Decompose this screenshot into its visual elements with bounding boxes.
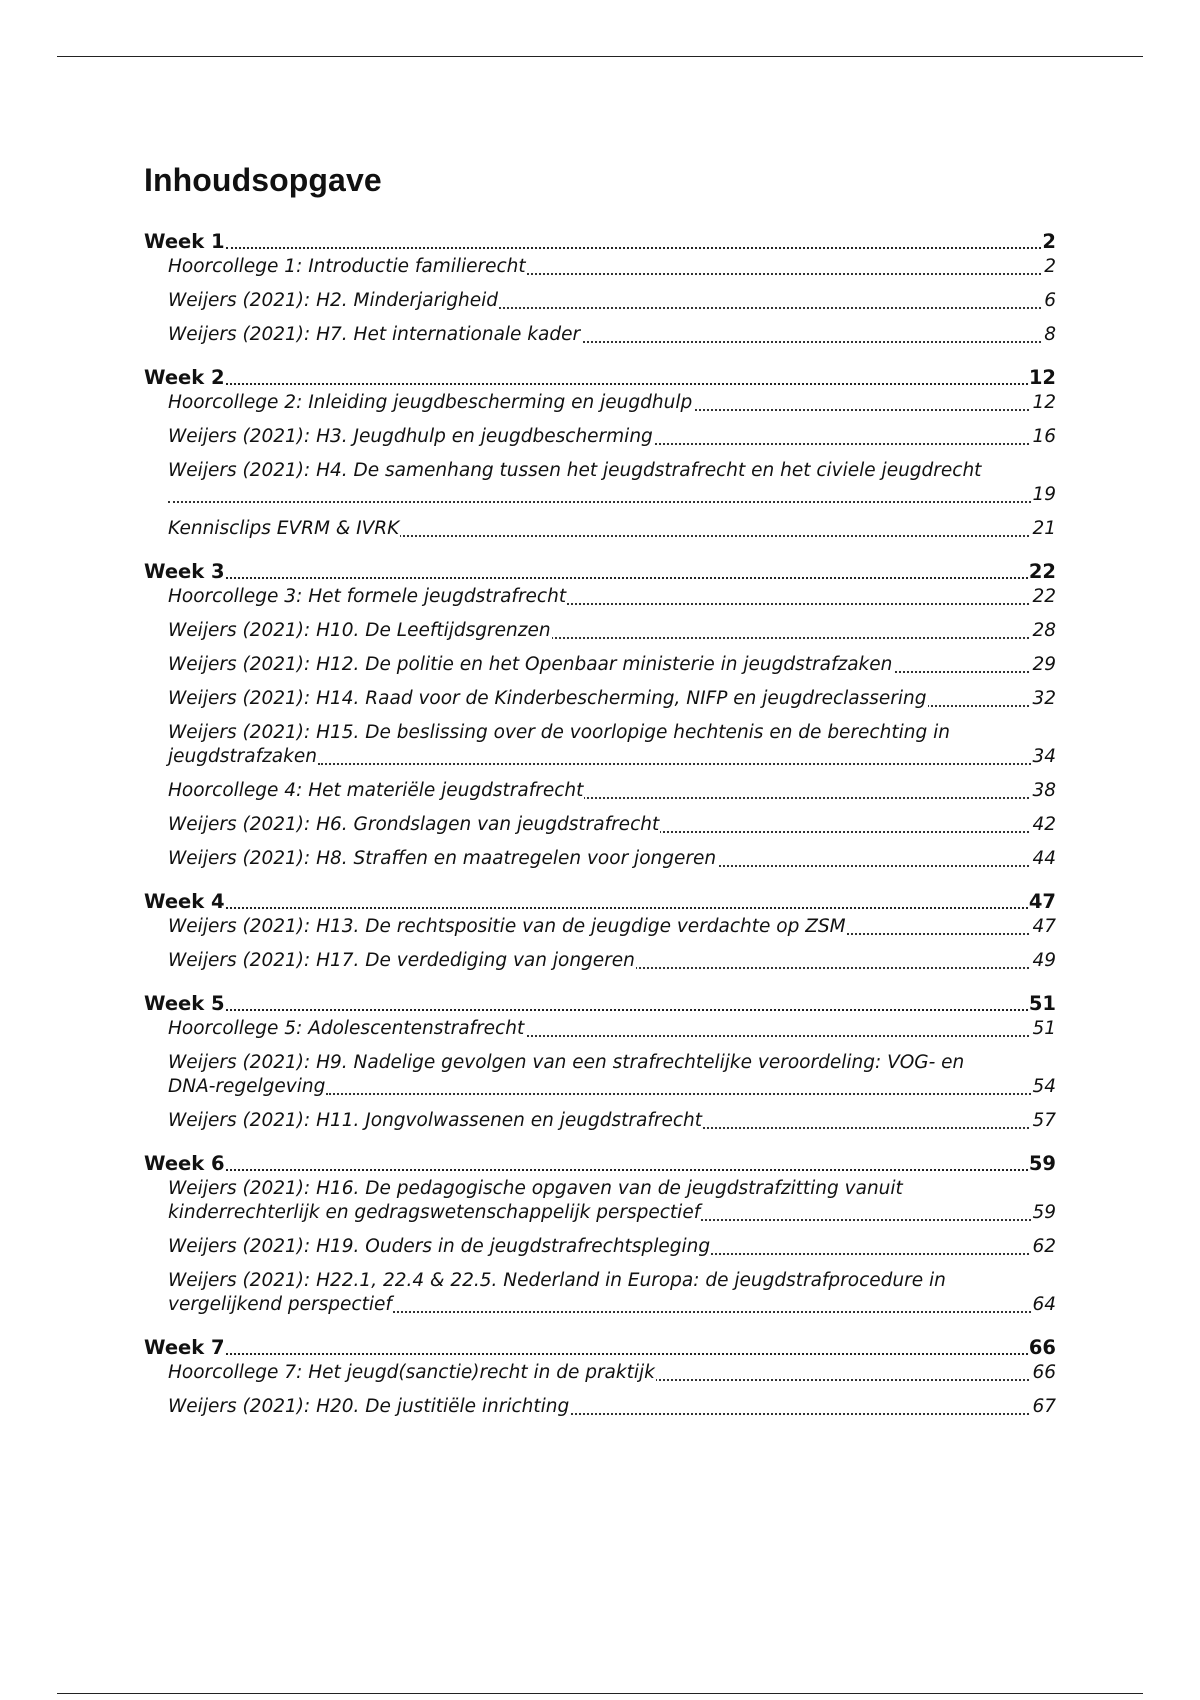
toc-entry-title: Weijers (2021): H16. De pedagogische opgaven van de jeugdstrafzitting vanuit [168,1178,903,1199]
toc-page-number: 32 [1032,688,1056,709]
toc-page-number: 28 [1032,620,1056,641]
toc-week-section [144,1143,1056,1317]
toc-entry-title: Weijers (2021): H4. De samenhang tussen het jeugdstrafrecht en het civiele jeugdrecht [168,460,982,481]
dot-leader [318,763,1032,765]
toc-entry-title: Kennisclips EVRM & IVRK [168,518,400,539]
dot-leader [226,1009,1028,1011]
toc-week-section [144,881,1056,973]
dot-leader [226,1169,1028,1171]
toc-page-number: 42 [1032,814,1056,835]
dot-leader [226,907,1028,909]
toc-entry[interactable] [168,517,1056,541]
toc-page-number: 21 [1032,518,1056,539]
toc-page-number: 16 [1032,426,1056,447]
toc-entry-title: Weijers (2021): H17. De verdediging van jongeren [168,950,635,971]
toc-week-label: Week 5 [144,992,225,1015]
toc-page-number: 12 [1032,392,1056,413]
toc-entry[interactable] [168,1177,1056,1225]
toc-week-label: Week 2 [144,366,225,389]
toc-entry[interactable] [168,1395,1056,1419]
toc-entry[interactable] [168,847,1056,871]
toc-entry[interactable] [168,653,1056,677]
toc-entry-title: Hoorcollege 5: Adolescentenstrafrecht [168,1018,525,1039]
toc-entry-title: Hoorcollege 7: Het jeugd(sanctie)recht in de praktijk [168,1362,655,1383]
dot-leader [168,501,1031,503]
toc-entry-title: Weijers (2021): H19. Ouders in de jeugdstrafrechtspleging [168,1236,711,1257]
toc-entry-title: Weijers (2021): H9. Nadelige gevolgen van een strafrechtelijke veroordeling: VOG- en [168,1052,965,1073]
toc-week-label: Week 4 [144,890,225,913]
toc-page-number: 22 [1028,560,1056,583]
toc-page-number: 19 [1032,484,1056,505]
toc-entry-title: Weijers (2021): H8. Straffen en maatregelen voor jongeren [168,848,717,869]
toc-entry[interactable] [168,779,1056,803]
toc-entry[interactable] [168,1017,1056,1041]
toc-page-number: 2 [1042,230,1056,253]
toc-entry-title-cont: kinderrechterlijk en gedragswetenschappelijk perspectief [168,1202,701,1223]
toc-entry[interactable] [168,1235,1056,1259]
toc-week-heading[interactable] [144,357,1056,391]
toc-page-number: 54 [1032,1076,1056,1097]
toc-page-number: 47 [1032,916,1056,937]
dot-leader [226,577,1028,579]
toc-page-number: 38 [1032,780,1056,801]
toc-title: Inhoudsopgave [144,162,382,198]
toc-page-number: 67 [1032,1396,1056,1417]
toc-entry[interactable] [168,1269,1056,1317]
toc-page-number: 59 [1028,1152,1056,1175]
toc-entry[interactable] [168,1109,1056,1133]
toc-entry[interactable] [168,289,1056,313]
dot-leader [226,383,1028,385]
toc-page-number: 51 [1028,992,1056,1015]
dot-leader [701,1219,1031,1221]
toc-week-section [144,551,1056,871]
toc-page-number: 47 [1028,890,1056,913]
toc-page-number: 66 [1028,1336,1056,1359]
toc-entry[interactable] [168,323,1056,347]
toc-entry[interactable] [168,1361,1056,1385]
toc-entry-title: Weijers (2021): H2. Minderjarigheid [168,290,499,311]
dot-leader [326,1093,1031,1095]
toc-entry[interactable] [168,255,1056,279]
toc-page-number: 22 [1032,586,1056,607]
toc-entry-title: Weijers (2021): H20. De justitiële inrichting [168,1396,570,1417]
toc-page-number: 6 [1044,290,1056,311]
toc-week-label: Week 6 [144,1152,225,1175]
toc-entry[interactable] [168,687,1056,711]
toc-week-heading[interactable] [144,881,1056,915]
toc-page-number: 49 [1032,950,1056,971]
toc-entry[interactable] [168,949,1056,973]
toc-week-label: Week 1 [144,230,225,253]
footer-rule [57,1693,1143,1694]
toc-entry[interactable] [168,459,1056,507]
toc-entry-title: Weijers (2021): H12. De politie en het Openbaar ministerie in jeugdstrafzaken [168,654,893,675]
toc-page-number: 8 [1044,324,1056,345]
toc-entry-title: Weijers (2021): H3. Jeugdhulp en jeugdbescherming [168,426,653,447]
dot-leader [226,247,1042,249]
toc-entry[interactable] [168,813,1056,837]
toc-page-number: 66 [1032,1362,1056,1383]
toc-week-section [144,221,1056,347]
toc-entry[interactable] [168,619,1056,643]
toc-page-number: 59 [1032,1202,1056,1223]
toc-week-label: Week 3 [144,560,225,583]
toc-page-number: 62 [1032,1236,1056,1257]
toc-entry-title: Weijers (2021): H13. De rechtspositie van de jeugdige verdachte op ZSM [168,916,846,937]
toc-entry-title: Hoorcollege 1: Introductie familierecht [168,256,526,277]
toc-page-number: 57 [1032,1110,1056,1131]
toc-week-heading[interactable] [144,1327,1056,1361]
toc-page-number: 2 [1044,256,1056,277]
toc-entry-title-cont: jeugdstrafzaken [168,746,317,767]
toc-week-label: Week 7 [144,1336,225,1359]
toc-entry-title: Weijers (2021): H14. Raad voor de Kinderbescherming, NIFP en jeugdreclassering [168,688,927,709]
toc-week-heading[interactable] [144,221,1056,255]
toc-entry-title-cont: vergelijkend perspectief [168,1294,392,1315]
toc-page-number: 44 [1032,848,1056,869]
toc-entry-title: Hoorcollege 3: Het formele jeugdstrafrecht [168,586,567,607]
toc-page-number: 64 [1032,1294,1056,1315]
toc-entry[interactable] [168,425,1056,449]
toc-entry[interactable] [168,1051,1056,1099]
table-of-contents [144,162,1056,1429]
toc-page-number: 12 [1028,366,1056,389]
toc-week-section [144,357,1056,541]
toc-week-heading[interactable] [144,1143,1056,1177]
toc-entry-title: Weijers (2021): H10. De Leeftijdsgrenzen [168,620,551,641]
header-rule [57,56,1143,57]
toc-entry-title: Weijers (2021): H7. Het internationale kader [168,324,581,345]
toc-entry-title: Weijers (2021): H11. Jongvolwassenen en jeugdstrafrecht [168,1110,702,1131]
toc-entry[interactable] [168,391,1056,415]
toc-week-section [144,1327,1056,1419]
toc-entry-title: Weijers (2021): H22.1, 22.4 & 22.5. Nederland in Europa: de jeugdstrafprocedure in [168,1270,946,1291]
toc-week-heading[interactable] [144,551,1056,585]
toc-entry-title: Hoorcollege 2: Inleiding jeugdbescherming en jeugdhulp [168,392,693,413]
toc-entry-title: Weijers (2021): H15. De beslissing over de voorlopige hechtenis en de berechting in [168,722,950,743]
toc-entry-title: Hoorcollege 4: Het materiële jeugdstrafrecht [168,780,584,801]
toc-entry[interactable] [168,721,1056,769]
toc-entry-title-cont: DNA-regelgeving [168,1076,326,1097]
toc-entry[interactable] [168,585,1056,609]
dot-leader [393,1311,1032,1313]
toc-body [144,221,1056,1419]
toc-entry-title: Weijers (2021): H6. Grondslagen van jeugdstrafrecht [168,814,660,835]
toc-week-section [144,983,1056,1133]
toc-page-number: 29 [1032,654,1056,675]
dot-leader [226,1353,1028,1355]
toc-entry[interactable] [168,915,1056,939]
toc-page-number: 51 [1032,1018,1056,1039]
toc-page-number: 34 [1032,746,1056,767]
toc-week-heading[interactable] [144,983,1056,1017]
